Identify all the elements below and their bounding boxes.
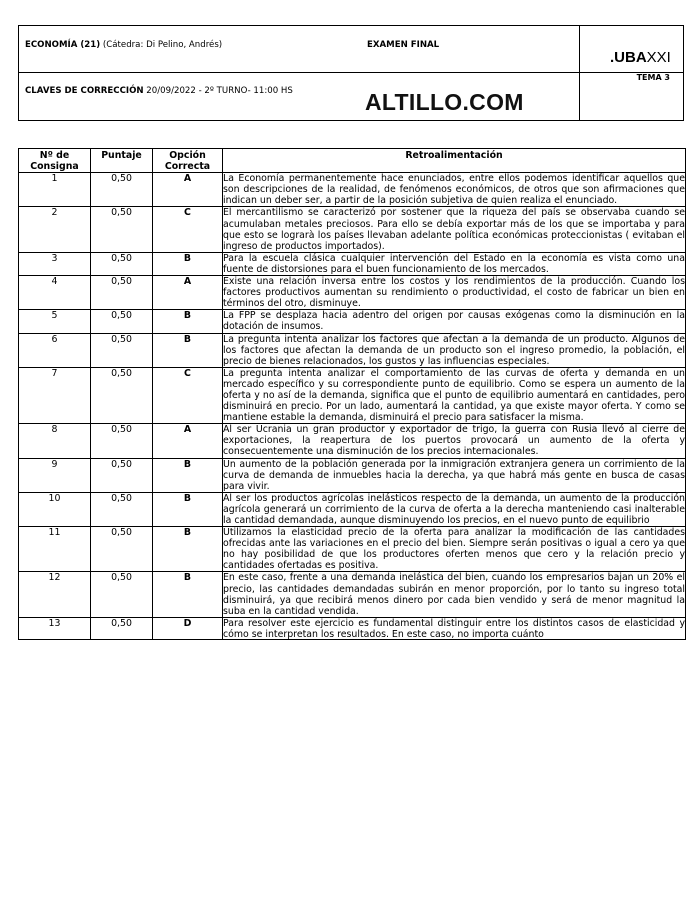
table-row xyxy=(19,207,686,252)
exam-header xyxy=(18,25,684,121)
row-points: 0,50 xyxy=(91,424,153,458)
row-points: 0,50 xyxy=(91,276,153,310)
row-option: B xyxy=(153,572,223,617)
row-num: 5 xyxy=(19,310,91,333)
header-keys-cell xyxy=(19,73,580,121)
watermark: ALTILLO.COM xyxy=(365,89,524,115)
row-option: A xyxy=(153,424,223,458)
row-num: 9 xyxy=(19,458,91,492)
table-row xyxy=(19,617,686,639)
table-row xyxy=(19,276,686,310)
row-points: 0,50 xyxy=(91,572,153,617)
row-feedback: Utilizamos la elasticidad precio de la oferta para analizar la modificación de las cantidades ofrecidas ante las variaciones en el precio del bien. Siempre serán positivas o igual a cero ya que no hay posibilidad de que los productores oferten menos que cero y la relación precio y cantidades ofertadas es positiva. xyxy=(223,527,685,572)
row-feedback: La pregunta intenta analizar el comportamiento de las curvas de oferta y demanda en un mercado específico y su correspondiente punto de equilibrio. Como se espera un aumento de la oferta y no así de la demanda, significa que el punto de equilibrio aumentará en cantidades, pero disminuirá en precio. Por un lado, aumentará la cantidad, ya que existe mayor oferta. Y como se mantiene estable la demanda, disminuirá el precio para satisfacer la misma. xyxy=(223,367,685,424)
row-option: B xyxy=(153,252,223,275)
row-feedback: La pregunta intenta analizar los factores que afectan a la demanda de un producto. Algunos de los factores que afectan la demanda de un producto son el ingreso promedio, la población, el precio de bienes relacionados, los gustos y las influencias especiales. xyxy=(223,333,685,367)
row-feedback: Un aumento de la población generada por la inmigración extranjera genera un corrimiento de la curva de demanda de inmuebles hacia la derecha, ya que habrá más gente en busca de casas para vivir. xyxy=(223,458,685,492)
row-points: 0,50 xyxy=(91,333,153,367)
row-option: B xyxy=(153,310,223,333)
row-option: C xyxy=(153,207,223,252)
row-option: D xyxy=(153,617,223,639)
row-num: 10 xyxy=(19,492,91,526)
subject-name: ECONOMÍA (21) xyxy=(25,40,101,50)
table-row xyxy=(19,572,686,617)
row-feedback: Al ser los productos agrícolas inelásticos respecto de la demanda, un aumento de la producción agrícola generará un corrimiento de la curva de oferta a la derecha manteniendo casi inalterable la cantidad demandada, aunque disminuyendo los precios, en el nuevo punto de equilibrio xyxy=(223,492,685,526)
header-num: Nº de Consigna xyxy=(19,149,91,173)
row-num: 1 xyxy=(19,173,91,207)
row-option: A xyxy=(153,173,223,207)
row-option: B xyxy=(153,492,223,526)
subject-line xyxy=(25,40,222,50)
row-feedback: Al ser Ucrania un gran productor y exportador de trigo, la guerra con Rusia llevó al cierre de exportaciones, la reapertura de los puertos provocará un aumento de la oferta y consecuentemente una disminución de los precios internacionales. xyxy=(223,424,685,458)
table-row xyxy=(19,527,686,572)
keys-line xyxy=(25,86,293,96)
row-option: B xyxy=(153,458,223,492)
row-num: 2 xyxy=(19,207,91,252)
row-points: 0,50 xyxy=(91,527,153,572)
row-points: 0,50 xyxy=(91,492,153,526)
exam-title: EXAMEN FINAL xyxy=(367,40,440,50)
table-row xyxy=(19,173,686,207)
row-num: 6 xyxy=(19,333,91,367)
header-subject-cell xyxy=(19,26,580,73)
row-option: C xyxy=(153,367,223,423)
row-points: 0,50 xyxy=(91,458,153,492)
row-points: 0,50 xyxy=(91,173,153,207)
tema-label: TEMA 3 xyxy=(636,73,670,82)
row-feedback-text: Para resolver este ejercicio es fundamental distinguir entre los distintos casos de elasticidad y cómo se interpretan los resultados. En este caso, no importa cuánto xyxy=(223,617,685,639)
row-feedback: En este caso, frente a una demanda inelástica del bien, cuando los empresarios bajan un 20% el precio, las cantidades demandadas subirán en menor proporción, por lo tanto su ingreso total disminuirá, ya que recibirá menos dinero por cada bien vendido y será de menor magnitud la suba en la cantidad vendida. xyxy=(223,572,685,617)
header-pts: Puntaje xyxy=(91,149,153,173)
row-points: 0,50 xyxy=(91,310,153,333)
row-points: 0,50 xyxy=(91,617,153,639)
row-feedback xyxy=(223,617,686,639)
logo-main: .UBA xyxy=(610,49,647,66)
header-tema-cell xyxy=(580,73,684,121)
row-points: 0,50 xyxy=(91,367,153,423)
row-option: A xyxy=(153,276,223,310)
logo-suffix: XXI xyxy=(646,49,671,66)
table-row xyxy=(19,333,686,367)
row-num: 8 xyxy=(19,424,91,458)
table-row xyxy=(19,492,686,526)
row-num: 11 xyxy=(19,527,91,572)
row-feedback: Existe una relación inversa entre los costos y los rendimientos de la producción. Cuando los factores productivos aumentan su rendimiento o productividad, el costo de fabricar un bien en términos del otro, disminuye. xyxy=(223,276,685,310)
row-option: B xyxy=(153,527,223,572)
table-header-row xyxy=(19,149,686,173)
row-num: 4 xyxy=(19,276,91,310)
row-num: 12 xyxy=(19,572,91,617)
keys-date: 20/09/2022 - 2º TURNO- 11:00 HS xyxy=(143,86,293,96)
answer-key-table xyxy=(18,148,686,640)
header-opt: Opción Correcta xyxy=(153,149,223,173)
row-feedback: El mercantilismo se caracterizó por sostener que la riqueza del país se observaba cuando se acumulaban metales preciosos. Para ello se debía exportar más de los que se importaba y para que esto se lograrà los países llevaban adelante política económicas proteccionistas ( evitaban el ingreso de productos importados). xyxy=(223,207,685,252)
header-logo-cell xyxy=(580,26,684,73)
row-num: 13 xyxy=(19,617,91,639)
row-points: 0,50 xyxy=(91,252,153,275)
row-feedback: Para la escuela clásica cualquier intervención del Estado en la economía es vista como una fuente de distorsiones para el buen funcionamiento de los mercados. xyxy=(223,252,685,275)
uba-logo xyxy=(610,49,671,66)
subject-chair: (Cátedra: Di Pelino, Andrés) xyxy=(100,40,223,50)
row-option: B xyxy=(153,333,223,367)
row-num: 7 xyxy=(19,367,91,423)
table-row xyxy=(19,310,686,333)
row-feedback: La FPP se desplaza hacia adentro del origen por causas exógenas como la disminución en la dotación de insumos. xyxy=(223,310,685,333)
table-row xyxy=(19,458,686,492)
table-row xyxy=(19,252,686,275)
keys-label: CLAVES DE CORRECCIÓN xyxy=(25,86,144,96)
row-points: 0,50 xyxy=(91,207,153,252)
header-feedback: Retroalimentación xyxy=(223,149,686,173)
table-row xyxy=(19,367,686,423)
row-num: 3 xyxy=(19,252,91,275)
row-feedback: La Economía permanentemente hace enunciados, entre ellos podemos identificar aquellos que son descripciones de la realidad, de fenómenos económicos, de otros que son afirmaciones que indican un deber ser, a partir de la posición subjetiva de quien realiza el enunciado. xyxy=(223,173,685,207)
table-row xyxy=(19,424,686,458)
